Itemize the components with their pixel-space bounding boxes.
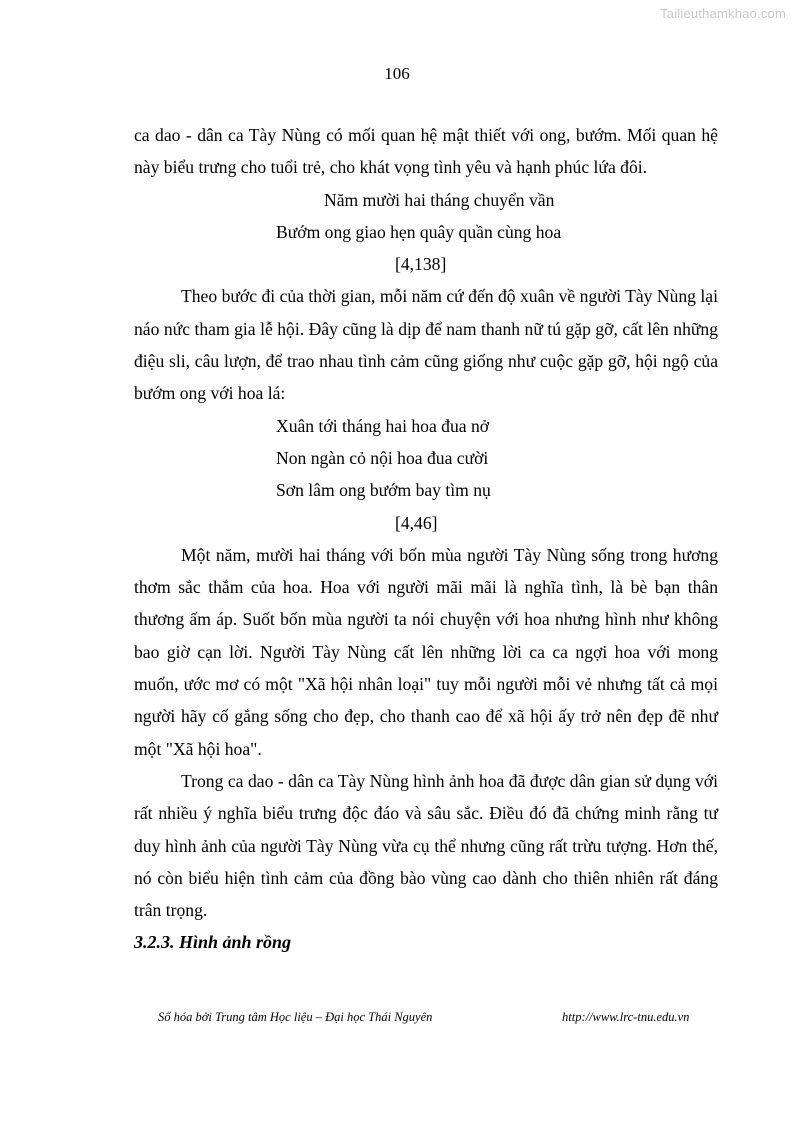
verse-line: Bướm ong giao hẹn quây quần cùng hoa (276, 221, 562, 242)
page-content (134, 119, 718, 959)
watermark: Tailieuthamkhao.com (660, 6, 786, 21)
footer-credit: Số hóa bởi Trung tâm Học liệu – Đại học Thái Nguyên (158, 1010, 433, 1024)
verse-line: Năm mười hai tháng chuyển vần (324, 189, 555, 210)
verse-line: Sơn lâm ong bướm bay tìm nụ (276, 480, 491, 501)
verse-line: Xuân tới tháng hai hoa đua nở (276, 415, 490, 436)
footer-url: http://www.lrc-tnu.edu.vn (562, 1010, 690, 1024)
verse-quote (134, 184, 718, 281)
citation: [4,46] (395, 512, 438, 533)
paragraph: Trong ca dao - dân ca Tày Nùng hình ảnh hoa đã được dân gian sử dụng với rất nhiều ý nghĩa biểu trưng độc đáo và sâu sắc. Điều đó đã chứng minh rằng tư duy hình ảnh của người Tày Nùng vừa cụ thể nhưng cũng rất trừu tượng. Hơn thế, nó còn biểu hiện tình cảm của đồng bào vùng cao dành cho thiên nhiên rất đáng trân trọng. (134, 770, 718, 921)
citation: [4,138] (395, 254, 447, 275)
verse-line: Non ngàn cỏ nội hoa đua cười (276, 447, 489, 468)
page-number: 106 (384, 64, 410, 83)
paragraph: Theo bước đi của thời gian, mỗi năm cứ đến độ xuân về người Tày Nùng lại náo nức tham gia lễ hội. Đây cũng là dịp để nam thanh nữ tú gặp gỡ, cất lên những điệu sli, câu lượn, để trao nhau tình cảm cũng giống như cuộc gặp gỡ, hội ngộ của bướm ong với hoa lá: (134, 286, 718, 404)
verse-quote (134, 410, 718, 539)
paragraph: ca dao - dân ca Tày Nùng có mối quan hệ mật thiết với ong, bướm. Mối quan hệ này biểu trưng cho tuổi trẻ, cho khát vọng tình yêu và hạnh phúc lứa đôi. (134, 125, 718, 178)
paragraph: Một năm, mười hai tháng với bốn mùa người Tày Nùng sống trong hương thơm sắc thắm của hoa. Hoa với người mãi mãi là nghĩa tình, là bè bạn thân thương ấm áp. Suốt bốn mùa người ta nói chuyện với hoa nhưng hình như không bao giờ cạn lời. Người Tày Nùng cất lên những lời ca ca ngợi hoa với mong muốn, ước mơ có một "Xã hội nhân loại" tuy mỗi người mỗi vẻ nhưng tất cả mọi người hãy cố gắng sống cho đẹp, cho thanh cao để xã hội ấy trở nên đẹp đẽ như một "Xã hội hoa". (134, 544, 718, 759)
section-heading: 3.2.3. Hình ảnh rồng (134, 932, 292, 953)
